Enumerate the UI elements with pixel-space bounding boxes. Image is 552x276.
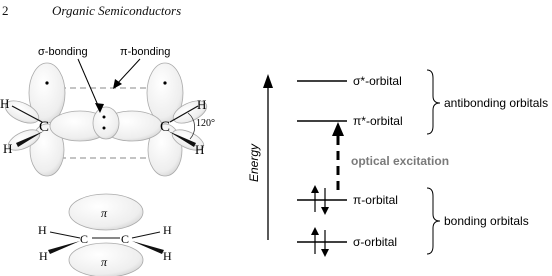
atom-hydrogen: H: [163, 249, 172, 263]
sigma-label: σ-orbital: [353, 235, 398, 249]
antibonding-brace: [427, 70, 440, 134]
atom-hydrogen: H: [197, 97, 207, 112]
energy-level-diagram: [247, 70, 548, 257]
atom-hydrogen: H: [195, 142, 205, 157]
atom-carbon: C: [121, 232, 130, 246]
electron-dot: [45, 81, 48, 84]
sigma-lobe-center: [93, 107, 119, 139]
bond-line: [132, 232, 160, 238]
pi-pointer-line: [116, 59, 140, 85]
page-number: 2: [2, 3, 9, 18]
atom-carbon-left: C: [39, 119, 50, 135]
bonding-group-label: bonding orbitals: [444, 214, 529, 228]
antibonding-group-label: antibonding orbitals: [444, 96, 549, 110]
atom-hydrogen: H: [163, 223, 172, 237]
electron-dot: [163, 81, 166, 84]
sigma-star-label: σ*-orbital: [353, 74, 402, 88]
electron-dot: [103, 127, 106, 130]
electron-dot: [103, 116, 106, 119]
bond-line: [50, 232, 80, 238]
bonding-brace: [427, 188, 440, 254]
running-title: Organic Semiconductors: [52, 3, 182, 18]
energy-axis-arrowhead: [263, 74, 273, 88]
atom-hydrogen: H: [39, 249, 48, 263]
pi-cloud-drawing: [38, 194, 172, 276]
atom-hydrogen: H: [38, 223, 47, 237]
atom-carbon-right: C: [160, 119, 171, 135]
pi-star-label: π*-orbital: [353, 114, 403, 128]
pi-bonding-label: π-bonding: [120, 46, 171, 58]
energy-axis-label: Energy: [247, 143, 261, 182]
sigma-pointer-line: [78, 59, 100, 110]
spin-down-arrowhead: [321, 207, 329, 215]
sigma-bonding-label: σ-bonding: [38, 46, 88, 58]
pi-label-bottom: π: [101, 255, 108, 269]
angle-label: 120°: [196, 118, 215, 129]
spin-down-arrowhead: [321, 249, 329, 257]
spin-up-arrowhead: [311, 185, 319, 193]
pi-label: π-orbital: [353, 193, 398, 207]
optical-excitation-label: optical excitation: [351, 154, 450, 168]
atom-carbon: C: [80, 232, 89, 246]
ethylene-orbital-drawing: [0, 46, 215, 176]
atom-hydrogen: H: [3, 141, 13, 156]
atom-hydrogen: H: [0, 96, 10, 111]
spin-up-arrowhead: [311, 227, 319, 235]
pi-label-top: π: [101, 206, 108, 220]
excitation-arrowhead: [332, 122, 344, 136]
